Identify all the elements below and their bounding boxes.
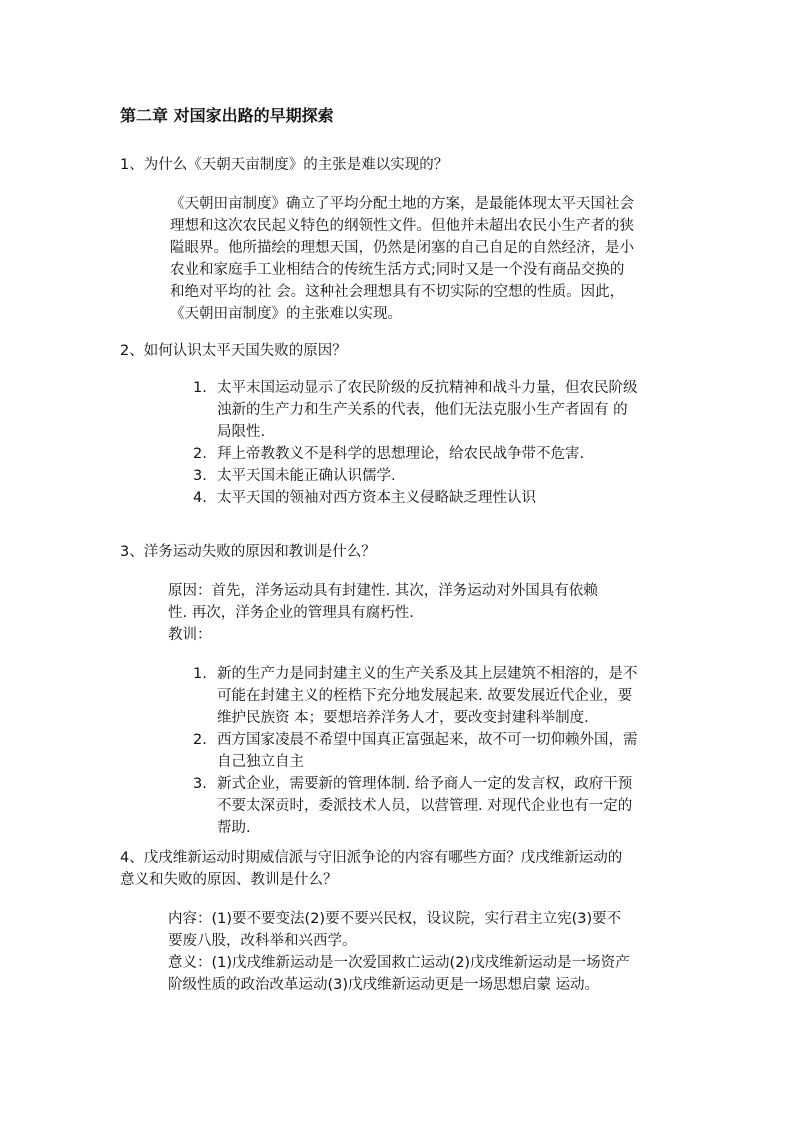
- answer-1-line: 理想和这次农民起义特色的纲领性文件。但他并未超出农民小生产者的狭: [170, 218, 634, 234]
- list-item: [193, 443, 683, 465]
- list-number: 4.: [193, 490, 207, 506]
- answer-1-line: 《天朝田亩制度》确立了平均分配土地的方案，是最能体现太平天国社会: [170, 196, 634, 212]
- answer-1-line: 隘眼界。他所描绘的理想天国，仍然是闭塞的自己自足的自然经济，是小: [170, 240, 634, 256]
- answer-3-reason: [168, 580, 688, 646]
- question-4-line: 4、戊戌维新运动时期威信派与守旧派争论的内容有哪些方面？戊戌维新运动的: [120, 850, 623, 866]
- question-4-line: 意义和失败的原因、教训是什么？: [120, 872, 338, 888]
- answer-4-line: 要废八股，改科举和兴西学。: [168, 933, 357, 949]
- list-line: 局限性.: [217, 424, 266, 440]
- list-item: [193, 773, 683, 839]
- answer-3-list: [193, 663, 683, 839]
- list-line: 新的生产力是同封建主义的生产关系及其上层建筑不相溶的，是不: [217, 666, 638, 682]
- list-item: [193, 663, 683, 729]
- list-line: 可能在封建主义的桎梏下充分地发展起来. 故要发展近代企业，要: [217, 688, 633, 704]
- question-3: 3、洋务运动失败的原因和教训是什么？: [120, 544, 376, 560]
- list-line: 太平天国的领袖对西方资本主义侵略缺乏理性认识: [217, 490, 536, 506]
- question-1: 1、为什么《天朝天亩制度》的主张是难以实现的？: [120, 157, 449, 173]
- list-line: 浊新的生产力和生产关系的代表，他们无法克服小生产者固有 的: [217, 402, 628, 418]
- answer-4-line: 内容：(1)要不要变法(2)要不要兴民权，设议院，实行君主立宪(3)要不: [168, 911, 622, 927]
- question-2: 2、如何认识太平天国失败的原因？: [120, 343, 347, 359]
- answer-4-line: 意义：(1)戊戌维新运动是一次爱国救亡运动(2)戊戌维新运动是一场资产: [168, 955, 630, 971]
- list-line: 自己独立自主: [217, 754, 304, 770]
- list-number: 2.: [193, 446, 207, 462]
- chapter-title: 第二章 对国家出路的早期探索: [120, 106, 334, 125]
- list-item: [193, 729, 683, 773]
- answer-4-line: 阶级性质的政治改革运动(3)戊戌维新运动更是一场思想启蒙 运动。: [168, 977, 600, 993]
- reason-line: 原因：首先，洋务运动具有封建性. 其次，洋务运动对外国具有依赖: [168, 583, 598, 599]
- list-line: 太平天国未能正确认识儒学.: [217, 468, 396, 484]
- list-item: [193, 377, 683, 443]
- reason-line: 性. 再次，洋务企业的管理具有腐朽性.: [168, 605, 414, 621]
- list-number: 3.: [193, 468, 207, 484]
- answer-1-line: 《天朝田亩制度》的主张难以实现。: [170, 306, 402, 322]
- answer-1: [170, 193, 680, 325]
- list-number: 3.: [193, 776, 207, 792]
- question-4: [120, 847, 700, 891]
- lesson-label: 教训：: [168, 627, 212, 643]
- answer-2-list: [193, 377, 683, 509]
- answer-1-line: 农业和家庭手工业相结合的传统生活方式;同时又是一个没有商品交换的: [170, 262, 625, 278]
- list-item: [193, 487, 683, 509]
- list-item: [193, 465, 683, 487]
- list-line: 维护民族资 本；要想培养洋务人才，要改变封建科举制度.: [217, 710, 589, 726]
- list-line: 不要太深贡时，委派技术人员，以营管理. 对现代企业也有一定的: [217, 798, 633, 814]
- list-line: 帮助.: [217, 820, 251, 836]
- answer-4: [168, 908, 708, 996]
- list-line: 西方国家凌晨不希望中国真正富强起来，故不可一切仰赖外国，需: [217, 732, 638, 748]
- list-number: 1.: [193, 666, 207, 682]
- list-number: 2.: [193, 732, 207, 748]
- list-number: 1.: [193, 380, 207, 396]
- list-line: 新式企业，需要新的管理体制. 给予商人一定的发言权，政府干预: [217, 776, 633, 792]
- list-line: 拜上帝教教义不是科学的思想理论，给农民战争带不危害.: [217, 446, 585, 462]
- answer-1-line: 和绝对平均的社 会。这种社会理想具有不切实际的空想的性质。因此，: [170, 284, 625, 300]
- list-line: 太平末国运动显示了农民阶级的反抗精神和战斗力量，但农民阶级: [217, 380, 638, 396]
